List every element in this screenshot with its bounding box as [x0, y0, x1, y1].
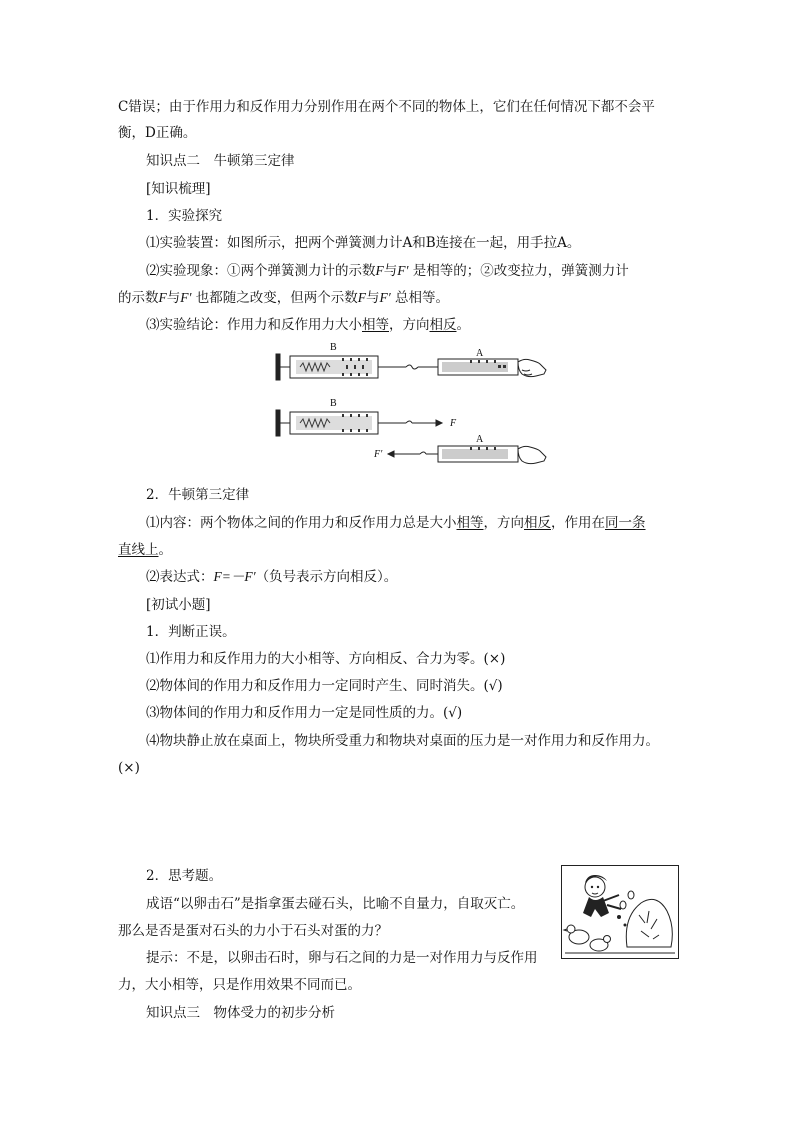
label-a: A — [476, 348, 484, 359]
judge-item-4-answer: (×) — [118, 760, 140, 776]
experiment-phenomenon-line1 — [146, 262, 629, 280]
text: ，方向 — [483, 515, 524, 531]
think-line4: 力，大小相等，只是作用效果不同而已。 — [118, 977, 361, 993]
formula-f-prime: F′ — [379, 290, 391, 305]
label-force-f-prime: F′ — [374, 449, 383, 460]
judge-title: 1．判断正误。 — [146, 624, 236, 640]
answer-opposite: 相反 — [429, 317, 457, 333]
experiment-title: 1．实验探究 — [146, 208, 223, 224]
quiz-heading: [初试小题] — [146, 597, 211, 613]
text: ⑶实验结论：作用力和反作用力大小 — [146, 317, 362, 333]
text: 与 — [166, 290, 181, 306]
formula-f: F — [357, 290, 366, 305]
label-force-f: F — [450, 418, 457, 429]
text: ⑴内容：两个物体之间的作用力和反作用力总是大小 — [146, 515, 457, 531]
judge-item-4: ⑷物块静止放在桌面上，物块所受重力和物块对桌面的压力是一对作用力和反作用力。 — [146, 733, 659, 749]
judge-item-3: ⑶物体间的作用力和反作用力一定是同性质的力。(√) — [146, 705, 463, 721]
text: ，作用在 — [551, 515, 605, 531]
text: 总相等。 — [390, 290, 449, 306]
formula-f-prime: F′ — [397, 263, 409, 278]
law-content-line1 — [146, 514, 646, 532]
formula-f: F — [158, 290, 167, 305]
law-content-line2 — [118, 541, 172, 559]
answer-same-line: 同一条 — [605, 515, 646, 531]
text: 的示数 — [118, 290, 159, 306]
law-title: 2．牛顿第三定律 — [146, 487, 250, 503]
formula-expression: F=－F′ — [213, 569, 256, 584]
text: ⑵实验现象：①两个弹簧测力计的示数 — [146, 263, 376, 279]
wall-icon — [276, 354, 280, 380]
answer-equal: 相等 — [456, 515, 484, 531]
formula-f-prime: F′ — [180, 290, 192, 305]
think-title: 2．思考题。 — [146, 868, 223, 884]
text: 是相等的；②改变拉力，弹簧测力计 — [408, 263, 629, 279]
think-line3: 提示：不是，以卵击石时，卵与石之间的力是一对作用力与反作用 — [146, 950, 538, 966]
para-c-line2: 衡，D正确。 — [118, 125, 197, 141]
section3-heading: 知识点三 物体受力的初步分析 — [146, 1005, 335, 1021]
label-a: A — [476, 434, 484, 445]
egg-hits-stone-illustration — [561, 865, 679, 959]
text: 与 — [383, 263, 398, 279]
law-expression — [146, 568, 397, 586]
bottom-row — [276, 410, 546, 464]
label-b: B — [330, 342, 337, 353]
text: ⑵表达式： — [146, 569, 214, 585]
top-row — [276, 354, 546, 380]
hand-icon — [518, 446, 546, 463]
text: （负号表示方向相反）。 — [255, 569, 398, 585]
text: 与 — [366, 290, 380, 306]
formula-f: F — [375, 263, 384, 278]
knowledge-review-label: [知识梳理] — [146, 181, 211, 197]
text: 。 — [158, 542, 172, 558]
judge-item-1: ⑴作用力和反作用力的大小相等、方向相反、合力为零。(×) — [146, 651, 506, 667]
text: 也都随之改变，但两个示数 — [191, 290, 358, 306]
section2-heading: 知识点二 牛顿第三定律 — [146, 153, 295, 169]
para-c-line1: C错误；由于作用力和反作用力分别作用在两个不同的物体上，它们在任何情况下都不会平 — [118, 99, 655, 115]
text: 。 — [456, 317, 470, 333]
experiment-setup: ⑴实验装置：如图所示，把两个弹簧测力计A和B连接在一起，用手拉A。 — [146, 235, 581, 251]
judge-item-2: ⑵物体间的作用力和反作用力一定同时产生、同时消失。(√) — [146, 678, 503, 694]
think-line2: 那么是否是蛋对石头的力小于石头对蛋的力？ — [118, 923, 388, 939]
experiment-conclusion — [146, 316, 470, 334]
experiment-phenomenon-line2 — [118, 289, 449, 307]
spring-balance-figure — [270, 340, 560, 472]
text: ，方向 — [389, 317, 430, 333]
answer-line: 直线上 — [118, 542, 159, 558]
think-line1: 成语“以卵击石”是指拿蛋去碰石头，比喻不自量力，自取灭亡。 — [146, 896, 525, 912]
label-b: B — [330, 398, 337, 409]
answer-opposite: 相反 — [524, 515, 551, 531]
answer-equal: 相等 — [362, 317, 389, 333]
